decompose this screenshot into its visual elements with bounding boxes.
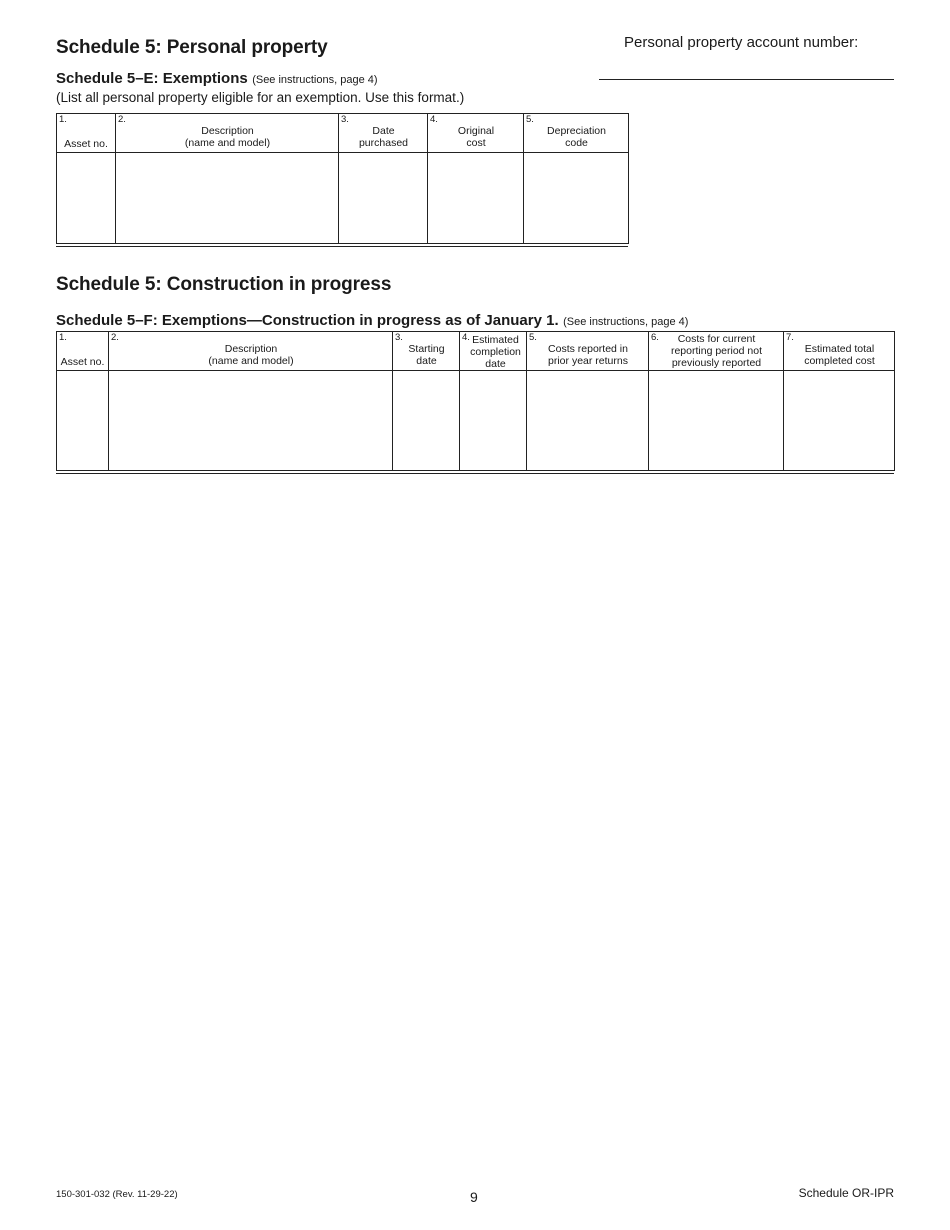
- column-asset-no[interactable]: [57, 332, 108, 471]
- column-costs-prior-year[interactable]: [526, 332, 649, 471]
- header-separator: [57, 370, 894, 371]
- column-description[interactable]: [115, 114, 339, 244]
- column-depreciation-code[interactable]: [523, 114, 629, 244]
- column-label: Asset no.: [60, 356, 105, 368]
- column-label: Costs reported in prior year returns: [548, 343, 628, 367]
- column-number: 4.: [430, 114, 438, 125]
- section-f-title: Schedule 5–F: Exemptions—Construction in progress as of January 1.: [56, 312, 559, 329]
- column-number: 4.: [462, 332, 470, 343]
- column-number: 5.: [529, 332, 537, 343]
- column-number: 1.: [59, 332, 67, 343]
- section-e-note: (See instructions, page 4): [252, 74, 378, 86]
- table-bottom-rule: [56, 470, 894, 474]
- page-title: Schedule 5: Personal property: [56, 37, 328, 58]
- column-number: 5.: [526, 114, 534, 125]
- header-separator: [57, 152, 628, 153]
- column-description[interactable]: [108, 332, 393, 471]
- section-e-title: Schedule 5–E: Exemptions: [56, 70, 248, 87]
- section-f-heading: [56, 312, 688, 330]
- column-number: 3.: [341, 114, 349, 125]
- column-original-cost[interactable]: [427, 114, 524, 244]
- column-label: Description (name and model): [184, 125, 271, 149]
- column-label: Date purchased: [358, 125, 409, 149]
- column-number: 6.: [651, 332, 659, 343]
- column-starting-date[interactable]: [392, 332, 460, 471]
- section-e-heading: [56, 70, 378, 88]
- column-label: Starting date: [408, 343, 445, 367]
- column-label: Estimated completion date: [470, 334, 521, 370]
- section-f-page-title: Schedule 5: Construction in progress: [56, 274, 392, 295]
- column-date-purchased[interactable]: [338, 114, 428, 244]
- column-number: 2.: [118, 114, 126, 125]
- table-bottom-rule: [56, 243, 628, 247]
- column-costs-current-period[interactable]: [648, 332, 784, 471]
- column-label: Original cost: [457, 125, 495, 149]
- account-number-field[interactable]: [599, 79, 894, 80]
- account-number-label: Personal property account number:: [624, 34, 859, 51]
- column-label: Costs for current reporting period not previously reported: [670, 333, 763, 369]
- exemptions-table: [56, 113, 629, 244]
- column-number: 3.: [395, 332, 403, 343]
- form-number: 150-301-032 (Rev. 11-29-22): [56, 1189, 178, 1200]
- column-asset-no[interactable]: [57, 114, 115, 244]
- column-number: 1.: [59, 114, 67, 125]
- page-number: 9: [470, 1189, 478, 1205]
- column-number: 2.: [111, 332, 119, 343]
- column-label: Asset no.: [64, 138, 108, 150]
- construction-table: [56, 331, 895, 471]
- column-label: Description (name and model): [208, 343, 294, 367]
- column-estimated-completion-date[interactable]: [459, 332, 527, 471]
- section-f-note: (See instructions, page 4): [563, 316, 689, 328]
- form-name: Schedule OR-IPR: [798, 1186, 894, 1200]
- column-number: 7.: [786, 332, 794, 343]
- section-e-instruction: (List all personal property eligible for an exemption. Use this format.): [56, 90, 465, 105]
- column-label: Estimated total completed cost: [804, 343, 875, 367]
- column-label: Depreciation code: [547, 125, 606, 149]
- column-estimated-total-cost[interactable]: [783, 332, 895, 471]
